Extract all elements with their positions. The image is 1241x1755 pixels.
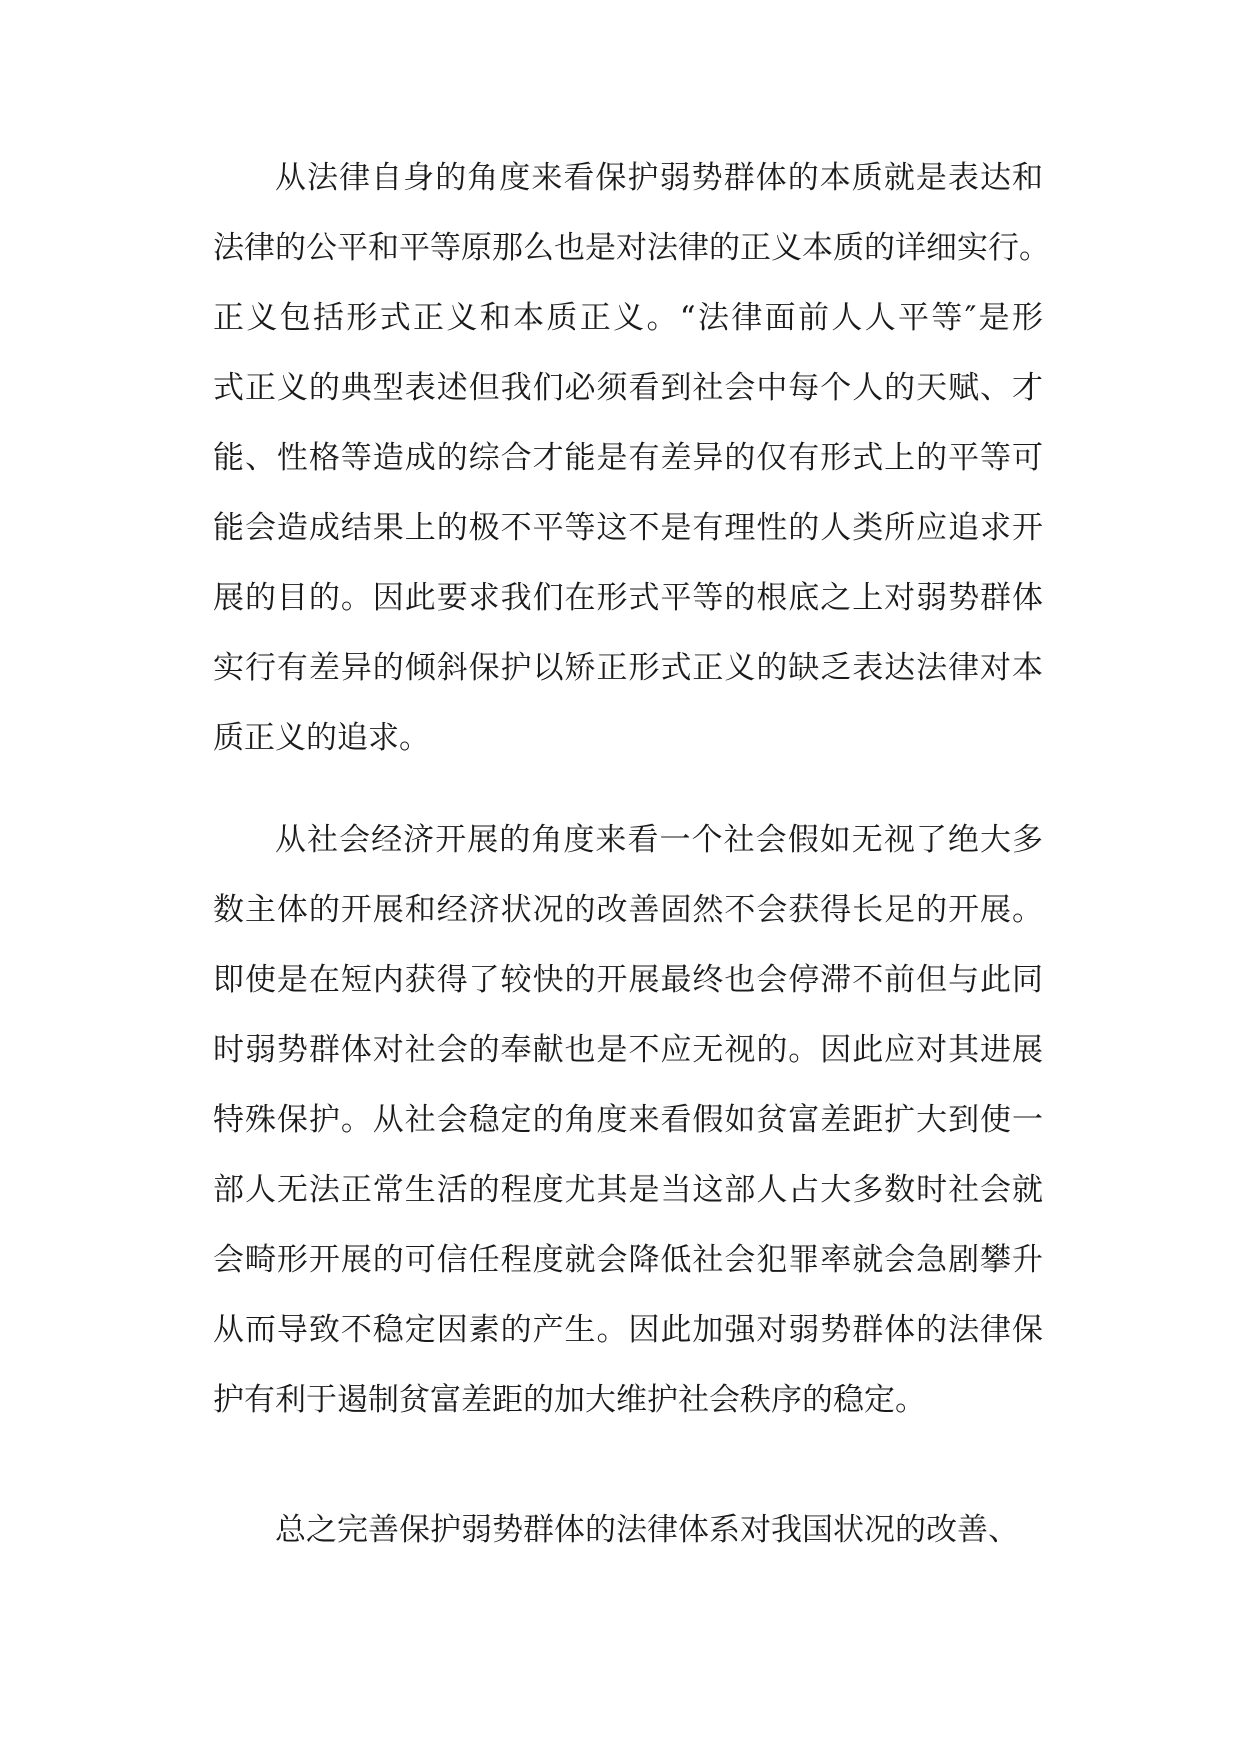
paragraph-line: 从而导致不稳定因素的产生。因此加强对弱势群体的法律保 bbox=[213, 1312, 1043, 1348]
paragraph-line: 能、性格等造成的综合才能是有差异的仅有形式上的平等可 bbox=[213, 440, 1043, 476]
paragraph-line: 质正义的追求。 bbox=[213, 720, 430, 756]
paragraph-line: 总之完善保护弱势群体的法律体系对我国状况的改善、 bbox=[275, 1512, 1019, 1548]
paragraph-legal-perspective bbox=[213, 143, 1050, 773]
paragraph-line: 特殊保护。从社会稳定的角度来看假如贫富差距扩大到使一 bbox=[213, 1102, 1043, 1138]
paragraph-line: 会畸形开展的可信任程度就会降低社会犯罪率就会急剧攀升 bbox=[213, 1242, 1043, 1278]
paragraph-line: 实行有差异的倾斜保护以矫正形式正义的缺乏表达法律对本 bbox=[213, 650, 1043, 686]
paragraph-line: 护有利于遏制贫富差距的加大维护社会秩序的稳定。 bbox=[213, 1382, 926, 1418]
paragraph-line: 展的目的。因此要求我们在形式平等的根底之上对弱势群体 bbox=[213, 580, 1043, 616]
paragraph-line: 式正义的典型表述但我们必须看到社会中每个人的天赋、才 bbox=[213, 370, 1043, 406]
paragraph-socioeconomic-perspective bbox=[213, 805, 1043, 1435]
paragraph-line: 从法律自身的角度来看保护弱势群体的本质就是表达和 bbox=[275, 160, 1043, 196]
paragraph-line: 正义包括形式正义和本质正义。“法律面前人人平等″是形 bbox=[213, 300, 1043, 336]
paragraph-line: 数主体的开展和经济状况的改善固然不会获得长足的开展。 bbox=[213, 892, 1043, 928]
paragraph-line: 时弱势群体对社会的奉献也是不应无视的。因此应对其进展 bbox=[213, 1032, 1043, 1068]
paragraph-conclusion bbox=[213, 1495, 1043, 1565]
paragraph-line: 法律的公平和平等原那么也是对法律的正义本质的详细实行。 bbox=[213, 230, 1050, 266]
paragraph-line: 即使是在短内获得了较快的开展最终也会停滞不前但与此同 bbox=[213, 962, 1043, 998]
paragraph-line: 从社会经济开展的角度来看一个社会假如无视了绝大多 bbox=[275, 822, 1043, 858]
paragraph-line: 能会造成结果上的极不平等这不是有理性的人类所应追求开 bbox=[213, 510, 1043, 546]
paragraph-line: 部人无法正常生活的程度尤其是当这部人占大多数时社会就 bbox=[213, 1172, 1043, 1208]
